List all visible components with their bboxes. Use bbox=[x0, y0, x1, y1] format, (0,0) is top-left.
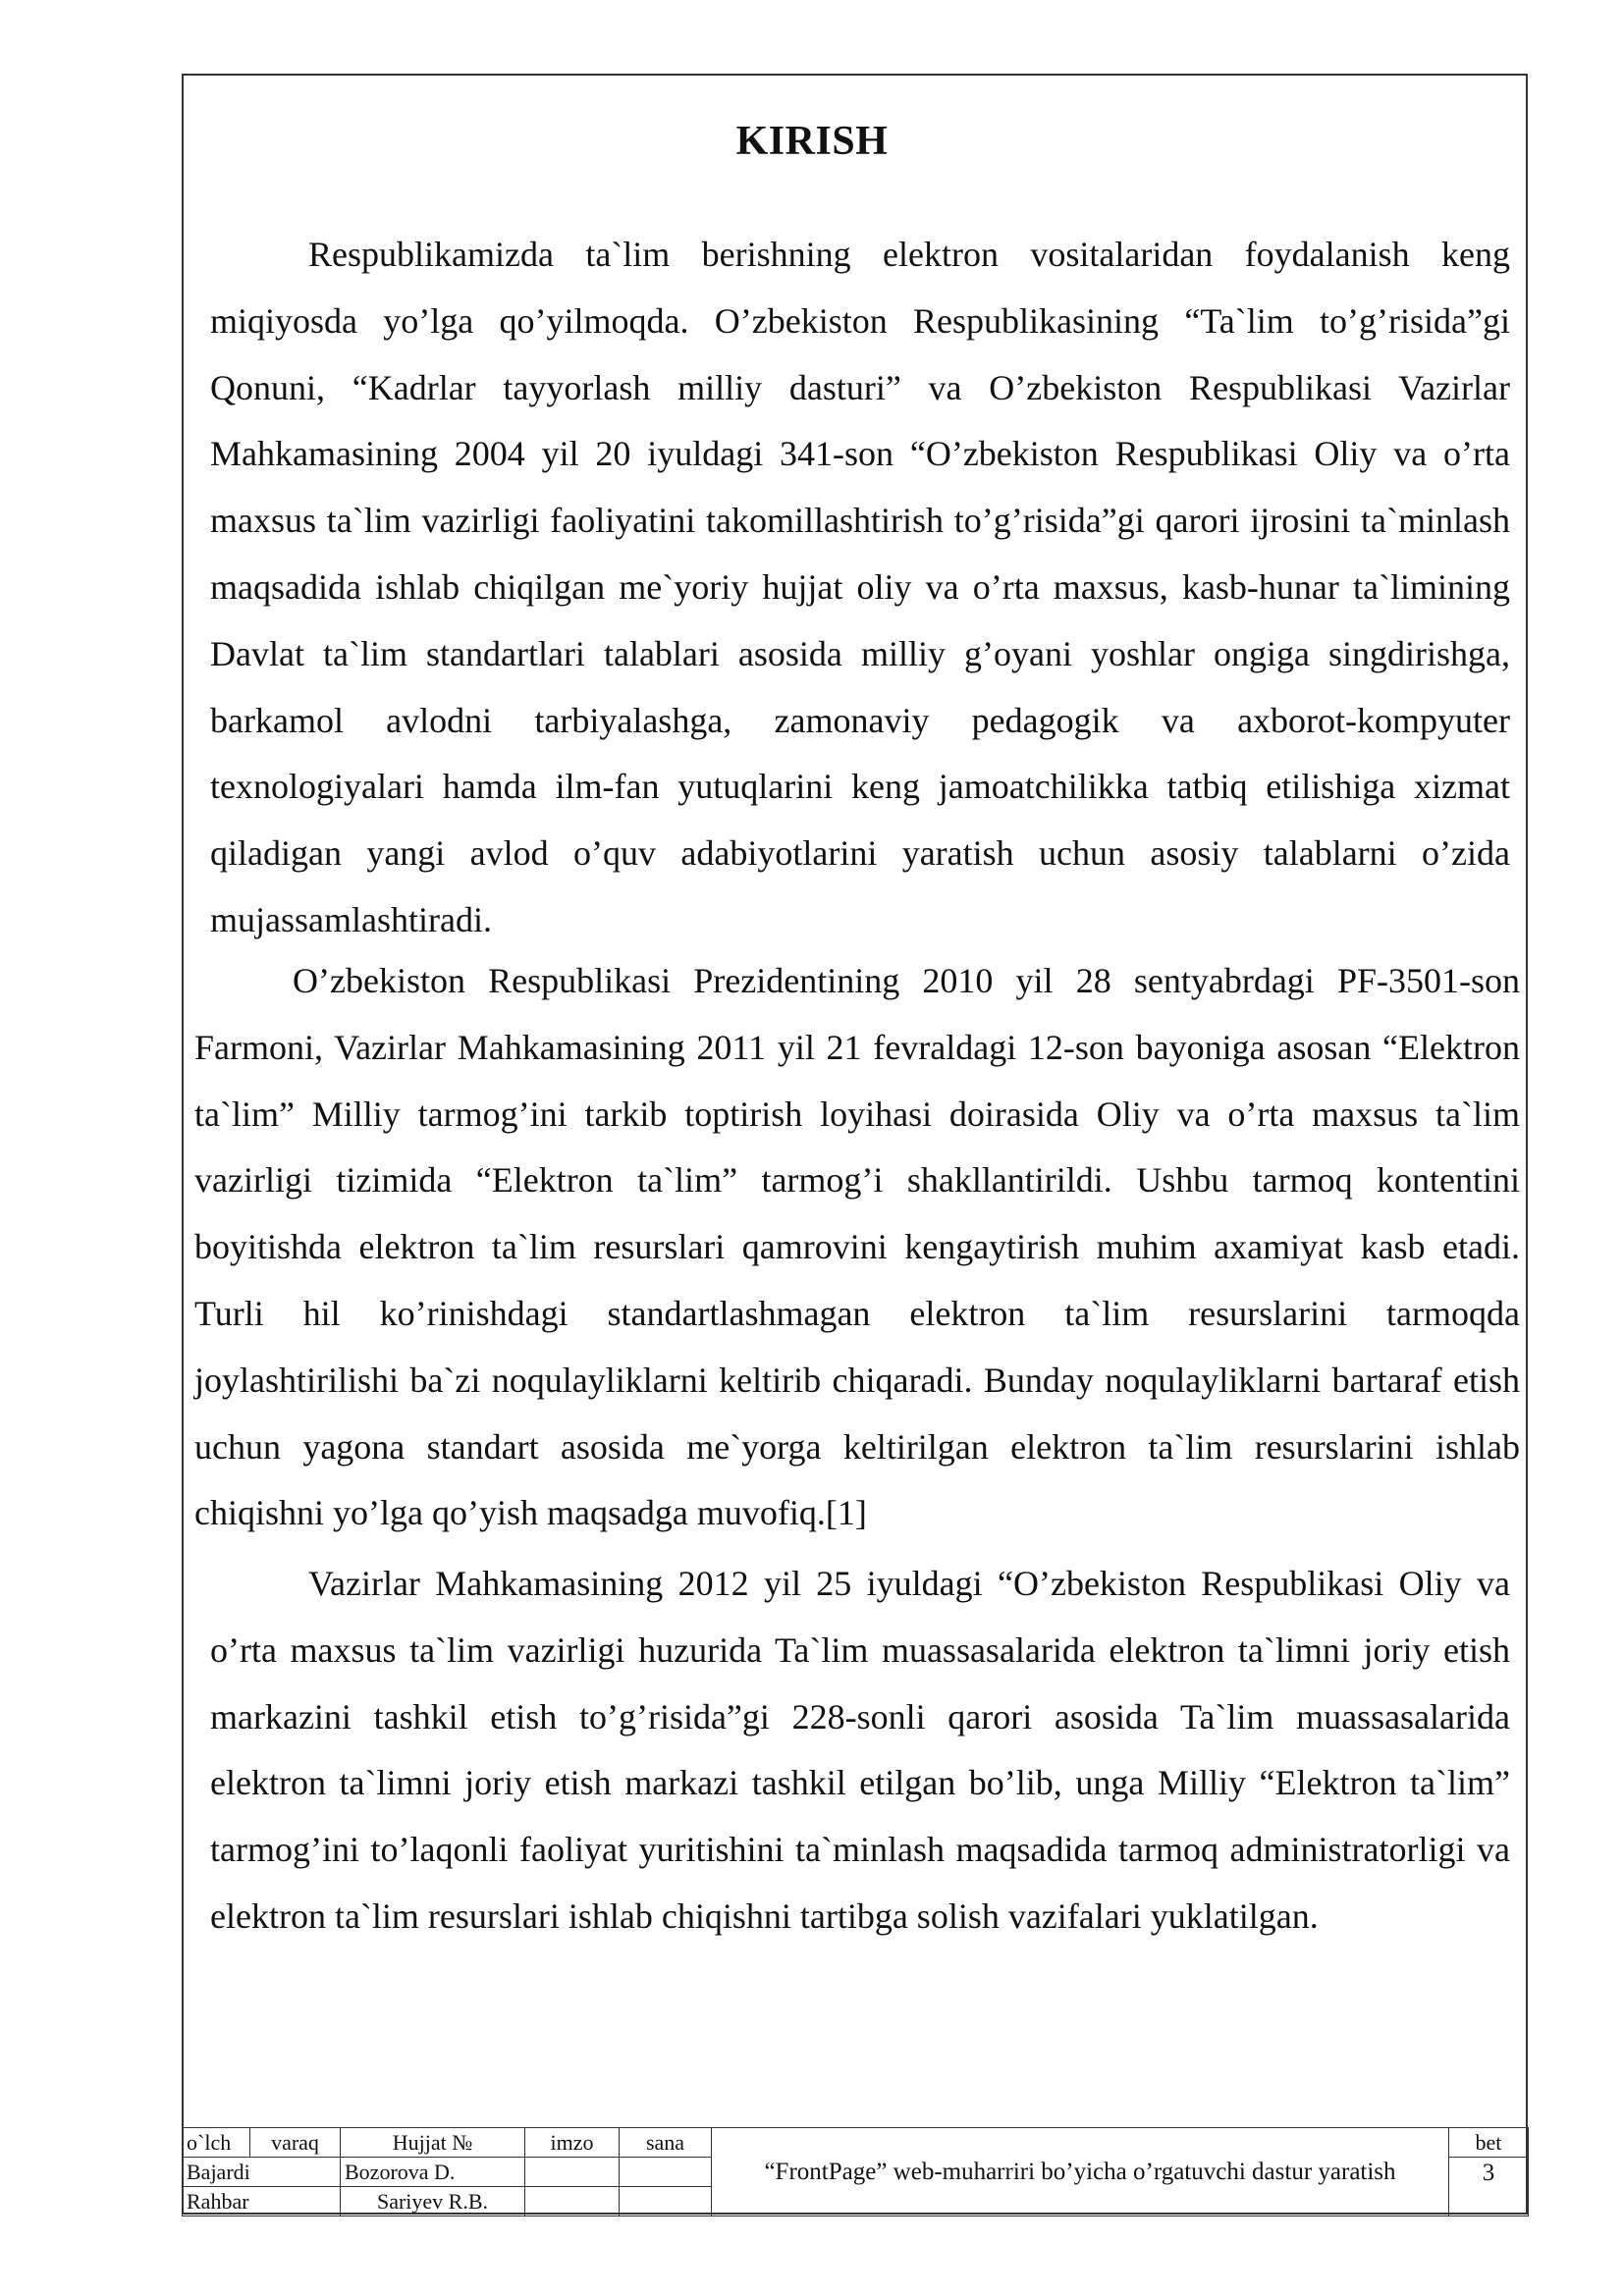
stamp-empty bbox=[525, 2158, 620, 2187]
stamp-sana: sana bbox=[620, 2128, 712, 2158]
stamp-page-number: 3 bbox=[1449, 2158, 1529, 2216]
stamp-role-rahbar: Rahbar bbox=[183, 2187, 341, 2216]
title-block bbox=[182, 2127, 1529, 2216]
stamp-empty bbox=[620, 2158, 712, 2187]
paragraph-2 bbox=[194, 948, 1520, 1547]
stamp-page-label: bet bbox=[1449, 2128, 1529, 2158]
stamp-imzo: imzo bbox=[525, 2128, 620, 2158]
stamp-olch: o`lch bbox=[183, 2128, 250, 2158]
paragraph-3 bbox=[210, 1551, 1510, 1950]
stamp-varaq: varaq bbox=[250, 2128, 341, 2158]
paragraph-1 bbox=[210, 222, 1510, 954]
stamp-name-bajardi: Bozorova D. bbox=[341, 2158, 525, 2187]
stamp-empty bbox=[525, 2187, 620, 2216]
paragraph-1-text: Respublikamizda ta`lim berishning elektron vositalaridan foydalanish keng miqiyosda yo’lga qo’yilmoqda. O’zbekiston Respublikasining “Ta`lim to’g’risida”gi Qonuni, “Kadrlar tayyorlash milliy dasturi” va O’zbekiston Respublikasi Vazirlar Mahkamasining 2004 yil 20 iyuldagi 341-son “O’zbekiston Respublikasi Oliy va o’rta maxsus ta`lim vazirligi faoliyatini takomillashtirish to’g’risida”gi qarori ijrosini ta`minlash maqsadida ishlab chiqilgan me`yoriy hujjat oliy va o’rta maxsus, kasb-hunar ta`limining Davlat ta`lim standartlari talablari asosida milliy g’oyani yoshlar ongiga singdirishga, barkamol avlodni tarbiyalashga, zamonaviy pedagogik va axborot-kompyuter texnologiyalari hamda ilm-fan yutuqlarini keng jamoatchilikka tatbiq etilishiga xizmat qiladigan yangi avlod o’quv adabiyotlarini yaratish uchun asosiy talablarni o’zida mujassamlashtiradi. bbox=[210, 235, 1510, 939]
stamp-hujjat: Hujjat № bbox=[341, 2128, 525, 2158]
paragraph-2-text: O’zbekiston Respublikasi Prezidentining 2010 yil 28 sentyabrdagi PF-3501-son Farmoni, Vazirlar Mahkamasining 2011 yil 21 fevraldagi 12-son bayoniga asosan “Elektron ta`lim” Milliy tarmog’ini tarkib toptirish loyihasi doirasida Oliy va o’rta maxsus ta`lim vazirligi tizimida “Elektron ta`lim” tarmog’i shakllantirildi. Ushbu tarmoq kontentini boyitishda elektron ta`lim resurslari qamrovini kengaytirish muhim axamiyat kasb etadi. Turli hil ko’rinishdagi standartlashmagan elektron ta`lim resurslarini tarmoqda joylashtirilishi ba`zi noqulayliklarni keltirib chiqaradi. Bunday noqulayliklarni bartaraf etish uchun yagona standart asosida me`yorga keltirilgan elektron ta`lim resurslarini ishlab chiqishni yo’lga qo’yish maqsadga muvofiq.[1] bbox=[194, 961, 1520, 1533]
stamp-name-rahbar: Sariyev R.B. bbox=[341, 2187, 525, 2216]
paragraph-3-text: Vazirlar Mahkamasining 2012 yil 25 iyuldagi “O’zbekiston Respublikasi Oliy va o’rta maxsus ta`lim vazirligi huzurida Ta`lim muassasalarida elektron ta`limni joriy etish markazini tashkil etish to’g’risida”gi 228-sonli qarori asosida Ta`lim muassasalarida elektron ta`limni joriy etish markazi tashkil etilgan bo’lib, unga Milliy “Elektron ta`lim” tarmog’ini to’laqonli faoliyat yuritishini ta`minlash maqsadida tarmoq administratorligi va elektron ta`lim resurslari ishlab chiqishni tartibga solish vazifalari yuklatilgan. bbox=[210, 1564, 1510, 1936]
stamp-document-title: “FrontPage” web-muharriri bo’yicha o’rgatuvchi dastur yaratish bbox=[712, 2128, 1449, 2216]
stamp-role-bajardi: Bajardi bbox=[183, 2158, 341, 2187]
stamp-empty bbox=[620, 2187, 712, 2216]
section-heading: KIRISH bbox=[735, 119, 889, 164]
